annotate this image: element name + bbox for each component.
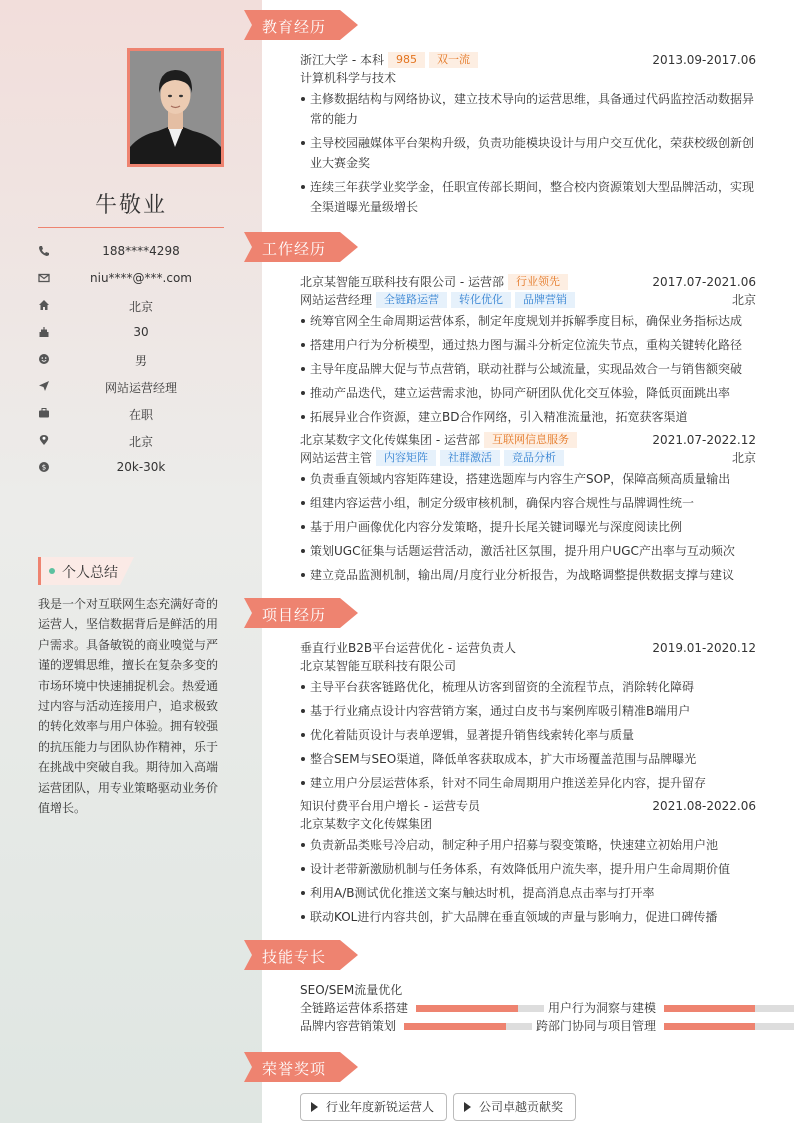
phone-icon	[38, 245, 50, 257]
age-text: 30	[133, 325, 149, 339]
info-position	[38, 378, 224, 396]
send-icon	[38, 380, 50, 392]
summary-heading	[38, 557, 134, 585]
skill-item: SEO/SEM流量优化	[300, 983, 403, 997]
candidate-name: 牛敬业	[94, 193, 167, 218]
list-item: 负责新品类账号冷启动，制定种子用户招募与裂变策略，快速建立初始用户池	[300, 835, 756, 855]
skill-bar-fill	[664, 1005, 755, 1012]
major: 计算机科学与技术	[300, 71, 397, 85]
list-item: 统筹官网全生命周期运营体系，制定年度规划并拆解季度目标，确保业务指标达成	[300, 311, 756, 331]
info-phone	[38, 243, 224, 261]
project-date: 2021.08-2022.06	[652, 799, 756, 813]
skill-name: 全链路运营体系搭建	[300, 1001, 409, 1015]
role-tag: 转化优化	[451, 292, 511, 308]
skill-bar	[664, 1005, 794, 1012]
section-work-header	[244, 232, 358, 262]
list-item: 组建内容运营小组，制定分级审核机制，确保内容合规性与品牌调性统一	[300, 493, 756, 513]
work-city: 北京	[731, 293, 756, 307]
section-awards-title: 荣誉奖项	[262, 1060, 327, 1078]
section-skills-title: 技能专长	[262, 948, 327, 966]
company-name: 北京某智能互联科技有限公司 - 运营部	[300, 275, 504, 289]
list-item: 连续三年获学业奖学金，任职宣传部长期间，整合校内资源策划大型品牌活动，实现全渠道曝光量级增长	[300, 177, 756, 217]
list-item: 搭建用户行为分析模型，通过热力图与漏斗分析定位流失节点，重构关键转化路径	[300, 335, 756, 355]
list-item: 主导年度品牌大促与节点营销，联动社群与公域流量，实现品效合一与销售额突破	[300, 359, 756, 379]
salary-text: 20k-30k	[116, 460, 166, 474]
list-item: 主导平台获客链路优化，梳理从访客到留资的全流程节点，消除转化障碍	[300, 677, 756, 697]
company-tag: 互联网信息服务	[484, 432, 577, 448]
project-title-row	[300, 639, 756, 657]
skill-name: 用户行为洞察与建模	[548, 1001, 657, 1015]
skill-bar	[416, 1005, 544, 1012]
section-project-title: 项目经历	[262, 606, 327, 624]
award-badge	[300, 1093, 447, 1121]
list-item: 拓展异业合作资源，建立BD合作网络，引入精准流量池，拓宽获客渠道	[300, 407, 756, 427]
role-tag: 品牌营销	[515, 292, 575, 308]
role-title: 网站运营经理	[300, 293, 373, 307]
project-section	[300, 639, 756, 931]
role-title: 网站运营主管	[300, 451, 373, 465]
list-item: 利用A/B测试优化推送文案与触达时机，提高消息点击率与打开率	[300, 883, 756, 903]
info-gender	[38, 351, 224, 369]
briefcase-icon	[38, 407, 50, 419]
email-text: niu****@***.com	[90, 271, 192, 285]
list-item: 基于用户画像优化内容分发策略，提升长尾关键词曝光与深度阅读比例	[300, 517, 756, 537]
info-city	[38, 432, 224, 450]
city-text: 北京	[128, 435, 153, 449]
skill-bar	[664, 1023, 794, 1030]
skills-section	[300, 981, 794, 1035]
section-project-header	[244, 598, 358, 628]
skill-name: 品牌内容营销策划	[300, 1019, 397, 1033]
play-icon	[464, 1102, 471, 1112]
company-name: 北京某数字文化传媒集团 - 运营部	[300, 433, 480, 447]
education-section	[300, 51, 756, 221]
list-item: 策划UGC征集与话题运营活动，激活社区氛围，提升用户UGC产出率与互动频次	[300, 541, 756, 561]
list-item: 联动KOL进行内容共创，扩大品牌在垂直领域的声量与影响力，促进口碑传播	[300, 907, 756, 927]
section-education-title: 教育经历	[262, 18, 327, 36]
education-tag: 双一流	[429, 52, 478, 68]
education-header-row	[300, 51, 756, 69]
work-role-row	[300, 291, 756, 309]
list-item: 基于行业痛点设计内容营销方案，通过白皮书与案例库吸引精准B端用户	[300, 701, 756, 721]
position-text: 网站运营经理	[104, 381, 177, 395]
skill-bar-fill	[404, 1023, 506, 1030]
info-email	[38, 270, 224, 288]
info-status	[38, 405, 224, 423]
section-awards-header	[244, 1052, 358, 1082]
list-item: 优化着陆页设计与表单逻辑，显著提升销售线索转化率与质量	[300, 725, 756, 745]
work-role-row	[300, 449, 756, 467]
svg-text:$: $	[41, 463, 47, 472]
skill-bar	[404, 1023, 532, 1030]
profile-photo	[127, 48, 224, 167]
salary-icon	[38, 461, 50, 473]
education-date: 2013.09-2017.06	[652, 53, 756, 67]
summary-title: 个人总结	[62, 565, 118, 581]
skill-name: 跨部门协同与项目管理	[536, 1019, 657, 1033]
name-divider	[38, 227, 224, 228]
location-icon	[38, 434, 50, 446]
role-tag: 社群激活	[440, 450, 500, 466]
skill-row	[300, 1017, 794, 1035]
skill-bar-fill	[416, 1005, 518, 1012]
education-tag: 985	[388, 52, 425, 68]
list-item: 主修数据结构与网络协议，建立技术导向的运营思维，具备通过代码监控活动数据异常的能力	[300, 89, 756, 129]
list-item: 推动产品迭代，建立运营需求池，协同产研团队优化交互体验，降低页面跳出率	[300, 383, 756, 403]
home-text: 北京	[128, 300, 153, 314]
list-item: 整合SEM与SEO渠道，降低单客获取成本，扩大市场覆盖范围与品牌曝光	[300, 749, 756, 769]
award-badge	[453, 1093, 576, 1121]
skill-bar-fill	[664, 1023, 755, 1030]
award-text: 公司卓越贡献奖	[479, 1100, 564, 1114]
info-home	[38, 297, 224, 315]
project-title-row	[300, 797, 756, 815]
play-icon	[311, 1102, 318, 1112]
phone-text: 188****4298	[102, 244, 180, 258]
section-education-header	[244, 10, 358, 40]
skill-row	[300, 999, 794, 1017]
list-item: 建立竞品监测机制，输出周/月度行业分析报告，为战略调整提供数据支撑与建议	[300, 565, 756, 585]
list-item: 负责垂直领域内容矩阵建设，搭建选题库与内容生产SOP，保障高频高质量输出	[300, 469, 756, 489]
work-date: 2021.07-2022.12	[652, 433, 756, 447]
list-item: 设计老带新激励机制与任务体系，有效降低用户流失率，提升用户生命周期价值	[300, 859, 756, 879]
project-date: 2019.01-2020.12	[652, 641, 756, 655]
school-name: 浙江大学 - 本科	[300, 53, 384, 67]
project-company: 北京某数字文化传媒集团	[300, 817, 433, 831]
work-company-row	[300, 431, 756, 449]
cake-icon	[38, 326, 50, 338]
project-title: 垂直行业B2B平台运营优化 - 运营负责人	[300, 641, 517, 655]
info-age	[38, 324, 224, 342]
list-item: 主导校园融媒体平台架构升级，负责功能模块设计与用户交互优化，荣获校级创新创业大赛金奖	[300, 133, 756, 173]
status-text: 在职	[128, 408, 153, 422]
gender-text: 男	[134, 354, 147, 368]
work-company-row	[300, 273, 756, 291]
work-city: 北京	[731, 451, 756, 465]
work-section	[300, 273, 756, 589]
role-tag: 竞品分析	[504, 450, 564, 466]
role-tag: 内容矩阵	[376, 450, 436, 466]
section-skills-header	[244, 940, 358, 970]
person-icon	[38, 353, 50, 365]
info-salary	[38, 459, 224, 477]
summary-text: 我是一个对互联网生态充满好奇的运营人，坚信数据背后是鲜活的用户需求。具备敏锐的商业嗅觉与严谨的逻辑思维，擅长在复杂多变的市场环境中快速捕捉机会。热爱通过内容与活动连接用户，追求极致的转化效率与用户体验。拥有较强的抗压能力与团队协作精神，乐于在挑战中突破自我。期待加入高端运营团队，用专业策略驱动业务价值增长。	[38, 597, 219, 816]
mail-icon	[38, 272, 50, 284]
project-title: 知识付费平台用户增长 - 运营专员	[300, 799, 480, 813]
company-tag: 行业领先	[508, 274, 568, 290]
section-work-title: 工作经历	[262, 240, 327, 258]
work-date: 2017.07-2021.06	[652, 275, 756, 289]
home-icon	[38, 299, 50, 311]
award-text: 行业年度新锐运营人	[326, 1100, 435, 1114]
list-item: 建立用户分层运营体系，针对不同生命周期用户推送差异化内容，提升留存	[300, 773, 756, 793]
project-company: 北京某智能互联科技有限公司	[300, 659, 457, 673]
role-tag: 全链路运营	[376, 292, 447, 308]
